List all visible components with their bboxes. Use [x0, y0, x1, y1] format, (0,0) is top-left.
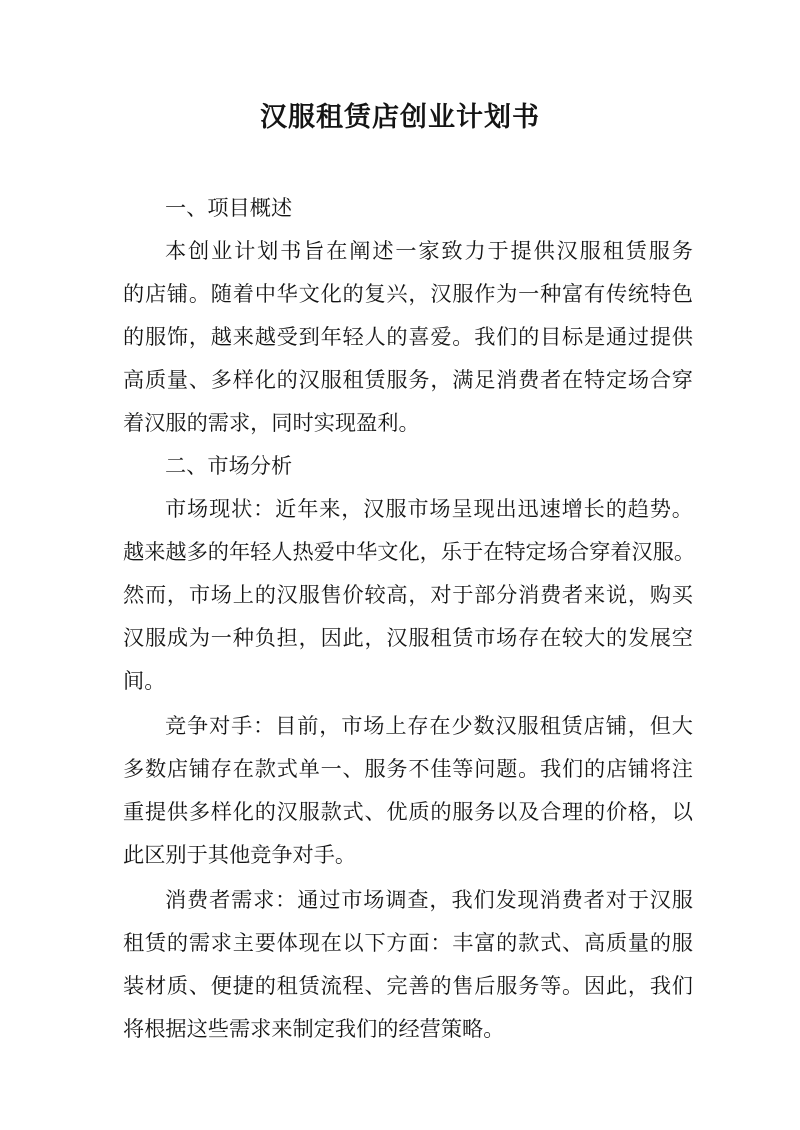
document-body: [123, 186, 696, 1050]
paragraph-line: 间。: [123, 668, 166, 693]
paragraph-line: 竞争对手：目前，市场上存在少数汉服租赁店铺，但大: [165, 713, 693, 738]
paragraph-line: 汉服成为一种负担，因此，汉服租赁市场存在较大的发展空: [123, 625, 693, 650]
paragraph-line: 装材质、便捷的租赁流程、完善的售后服务等。因此，我们: [123, 973, 693, 998]
paragraph-line: 高质量、多样化的汉服租赁服务，满足消费者在特定场合穿: [123, 367, 693, 392]
paragraph-market-status: [123, 487, 696, 702]
paragraph-line: 租赁的需求主要体现在以下方面：丰富的款式、高质量的服: [123, 930, 693, 955]
paragraph-line: 着汉服的需求，同时实现盈利。: [123, 410, 420, 435]
paragraph-consumer-demand: [123, 878, 693, 1050]
paragraph-line: 市场现状：近年来，汉服市场呈现出迅速增长的趋势。: [165, 496, 693, 521]
paragraph-line: 将根据这些需求来制定我们的经营策略。: [123, 1016, 505, 1041]
paragraph-line: 重提供多样化的汉服款式、优质的服务以及合理的价格，以: [123, 799, 693, 824]
paragraph-line: 此区别于其他竞争对手。: [123, 842, 357, 867]
paragraph-line: 消费者需求：通过市场调查，我们发现消费者对于汉服: [165, 887, 693, 912]
paragraph-competition: [123, 704, 693, 876]
document-title: 汉服租赁店创业计划书: [260, 102, 540, 133]
paragraph-line: 越来越多的年轻人热爱中华文化，乐于在特定场合穿着汉服。: [123, 539, 696, 564]
section-heading-overview: 一、项目概述: [165, 195, 293, 220]
paragraph-line: 的店铺。随着中华文化的复兴，汉服作为一种富有传统特色: [123, 281, 693, 306]
paragraph-line: 本创业计划书旨在阐述一家致力于提供汉服租赁服务: [165, 238, 693, 263]
section-heading-market-analysis: 二、市场分析: [165, 453, 293, 478]
paragraph-line: 的服饰，越来越受到年轻人的喜爱。我们的目标是通过提供: [123, 324, 693, 349]
paragraph-line: 然而，市场上的汉服售价较高，对于部分消费者来说，购买: [123, 582, 693, 607]
paragraph-line: 多数店铺存在款式单一、服务不佳等问题。我们的店铺将注: [123, 756, 693, 781]
paragraph-overview: [123, 229, 693, 444]
